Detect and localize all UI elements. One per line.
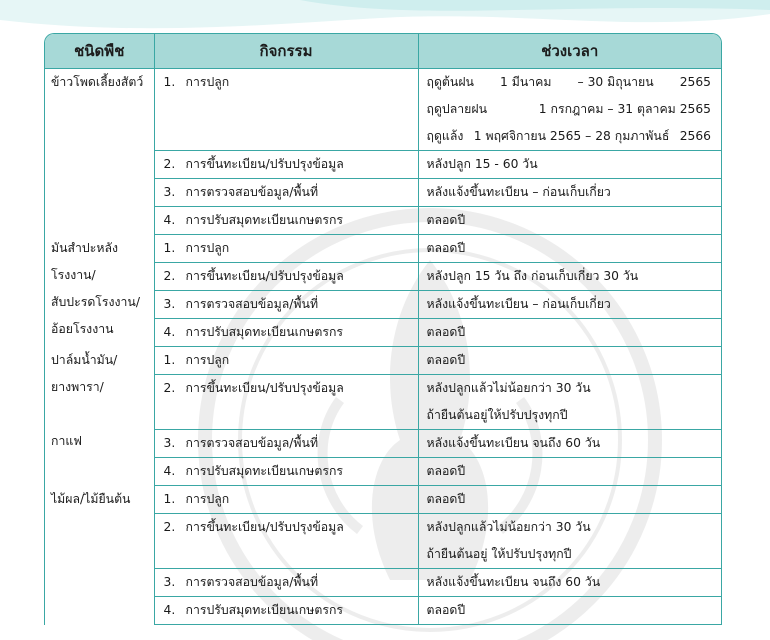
period-cell <box>418 235 721 263</box>
crop-name-line: ข้าวโพดเลี้ยงสัตว์ <box>51 75 144 89</box>
crop-name-line: ไม้ผล/ไม้ยืนต้น <box>51 491 131 506</box>
activity-cell <box>154 458 418 486</box>
activity-cell <box>154 235 418 263</box>
activity-cell <box>154 486 418 514</box>
period-segment: 1 กรกฎาคม – 31 ตุลาคม 2565 <box>538 102 711 116</box>
period-line: ตลอดปี <box>426 492 466 506</box>
activity-cell <box>154 151 418 179</box>
period-segment: 1 มีนาคม <box>500 75 552 89</box>
crop-name-line: อ้อยโรงงาน <box>51 321 114 336</box>
activity-label: การปรับสมุดทะเบียนเกษตรกร <box>185 464 343 478</box>
activity-number: 2. <box>163 381 176 395</box>
activity-number: 1. <box>163 492 176 506</box>
activity-number: 4. <box>163 325 176 339</box>
period-segment: 2565 <box>679 75 711 89</box>
table-header-row <box>45 34 721 69</box>
activity-number: 3. <box>163 297 176 311</box>
crop-name-line: โรงงาน/ <box>51 267 96 282</box>
period-line: หลังปลูก 15 - 60 วัน <box>426 157 538 171</box>
crop-name-line <box>45 401 154 428</box>
crop-cell <box>45 69 154 235</box>
period-cell <box>418 291 721 319</box>
activity-label: การขึ้นทะเบียน/ปรับปรุงข้อมูล <box>185 381 344 395</box>
activity-number: 2. <box>163 269 176 283</box>
period-cell <box>418 347 721 375</box>
activity-label: การขึ้นทะเบียน/ปรับปรุงข้อมูล <box>185 269 344 283</box>
period-cell <box>418 458 721 486</box>
crop-name-line: กาแฟ <box>51 433 82 448</box>
table-row <box>45 347 721 375</box>
period-cell <box>418 263 721 291</box>
activity-cell <box>154 179 418 207</box>
activity-cell <box>154 319 418 347</box>
activity-number: 4. <box>163 464 176 478</box>
activity-label: การปลูก <box>185 241 230 255</box>
crop-name-line: ปาล์มน้ำมัน/ <box>51 352 118 367</box>
period-line: หลังแจ้งขึ้นทะเบียน – ก่อนเก็บเกี่ยว <box>426 185 611 199</box>
period-segment: – 30 มิถุนายน <box>577 75 654 89</box>
activity-cell <box>154 375 418 430</box>
period-segment: ฤดูปลายฝน <box>426 102 487 116</box>
period-line: ถ้ายืนต้นอยู่ให้ปรับปรุงทุกปี <box>426 408 568 422</box>
period-cell <box>418 151 721 179</box>
crop-name-line: มันสำปะหลัง <box>51 240 118 255</box>
table-row <box>45 235 721 263</box>
activity-label: การปลูก <box>185 492 230 506</box>
period-cell <box>418 207 721 235</box>
header-activity: กิจกรรม <box>154 34 418 69</box>
activity-number: 1. <box>163 353 176 367</box>
crop-cell <box>45 486 154 625</box>
period-cell <box>418 69 721 151</box>
activity-cell <box>154 347 418 375</box>
period-segment: 1 พฤศจิกายน 2565 – 28 กุมภาพันธ์ <box>473 129 670 143</box>
period-line <box>419 123 722 150</box>
period-cell <box>418 179 721 207</box>
period-cell <box>418 597 721 625</box>
activity-label: การตรวจสอบข้อมูล/พื้นที่ <box>185 297 319 311</box>
activity-cell <box>154 69 418 151</box>
period-cell <box>418 375 721 430</box>
activity-cell <box>154 263 418 291</box>
activity-number: 2. <box>163 520 176 534</box>
activity-label: การปรับสมุดทะเบียนเกษตรกร <box>185 603 343 617</box>
period-cell <box>418 430 721 458</box>
period-line: ตลอดปี <box>426 213 466 227</box>
period-cell <box>418 569 721 597</box>
activity-cell <box>154 597 418 625</box>
period-segment: ฤดูแล้ง <box>426 129 464 143</box>
period-line <box>419 96 722 123</box>
period-line: ตลอดปี <box>426 464 466 478</box>
period-line: ตลอดปี <box>426 325 466 339</box>
period-line <box>419 69 722 96</box>
activity-cell <box>154 291 418 319</box>
activity-number: 2. <box>163 157 176 171</box>
crop-name-line: ยางพารา/ <box>51 379 104 394</box>
activity-cell <box>154 430 418 458</box>
activity-label: การปลูก <box>185 75 230 89</box>
activity-number: 1. <box>163 75 176 89</box>
header-crop: ชนิดพืช <box>45 34 154 69</box>
activity-cell <box>154 569 418 597</box>
activity-schedule-table <box>44 33 722 625</box>
activity-label: การขึ้นทะเบียน/ปรับปรุงข้อมูล <box>185 157 344 171</box>
activity-number: 1. <box>163 241 176 255</box>
table-row <box>45 69 721 151</box>
period-segment: ฤดูต้นฝน <box>426 75 474 89</box>
period-line: หลังแจ้งขึ้นทะเบียน จนถึง 60 วัน <box>426 436 601 450</box>
period-line: หลังปลูกแล้วไม่น้อยกว่า 30 วัน <box>426 381 591 395</box>
period-line: ถ้ายืนต้นอยู่ ให้ปรับปรุงทุกปี <box>426 547 572 561</box>
period-segment: 2566 <box>679 129 711 143</box>
activity-number: 3. <box>163 436 176 450</box>
period-cell <box>418 319 721 347</box>
activity-label: การตรวจสอบข้อมูล/พื้นที่ <box>185 185 319 199</box>
crop-cell <box>45 235 154 347</box>
period-line: หลังแจ้งขึ้นทะเบียน – ก่อนเก็บเกี่ยว <box>426 297 611 311</box>
activity-number: 4. <box>163 603 176 617</box>
period-line: ตลอดปี <box>426 603 466 617</box>
period-line: หลังปลูก 15 วัน ถึง ก่อนเก็บเกี่ยว 30 วัน <box>426 269 639 283</box>
period-line: หลังปลูกแล้วไม่น้อยกว่า 30 วัน <box>426 520 591 534</box>
period-line: ตลอดปี <box>426 241 466 255</box>
activity-label: การขึ้นทะเบียน/ปรับปรุงข้อมูล <box>185 520 344 534</box>
period-line: ตลอดปี <box>426 353 466 367</box>
header-period: ช่วงเวลา <box>418 34 721 69</box>
activity-label: การปรับสมุดทะเบียนเกษตรกร <box>185 325 343 339</box>
crop-cell <box>45 347 154 486</box>
activity-label: การตรวจสอบข้อมูล/พื้นที่ <box>185 575 319 589</box>
activity-number: 3. <box>163 185 176 199</box>
table-row <box>45 486 721 514</box>
activity-cell <box>154 207 418 235</box>
period-cell <box>418 514 721 569</box>
activity-cell <box>154 514 418 569</box>
activity-number: 4. <box>163 213 176 227</box>
activity-label: การปลูก <box>185 353 230 367</box>
activity-label: การตรวจสอบข้อมูล/พื้นที่ <box>185 436 319 450</box>
period-cell <box>418 486 721 514</box>
activity-number: 3. <box>163 575 176 589</box>
period-line: หลังแจ้งขึ้นทะเบียน จนถึง 60 วัน <box>426 575 601 589</box>
activity-label: การปรับสมุดทะเบียนเกษตรกร <box>185 213 343 227</box>
crop-name-line: สับปะรดโรงงาน/ <box>51 294 140 309</box>
